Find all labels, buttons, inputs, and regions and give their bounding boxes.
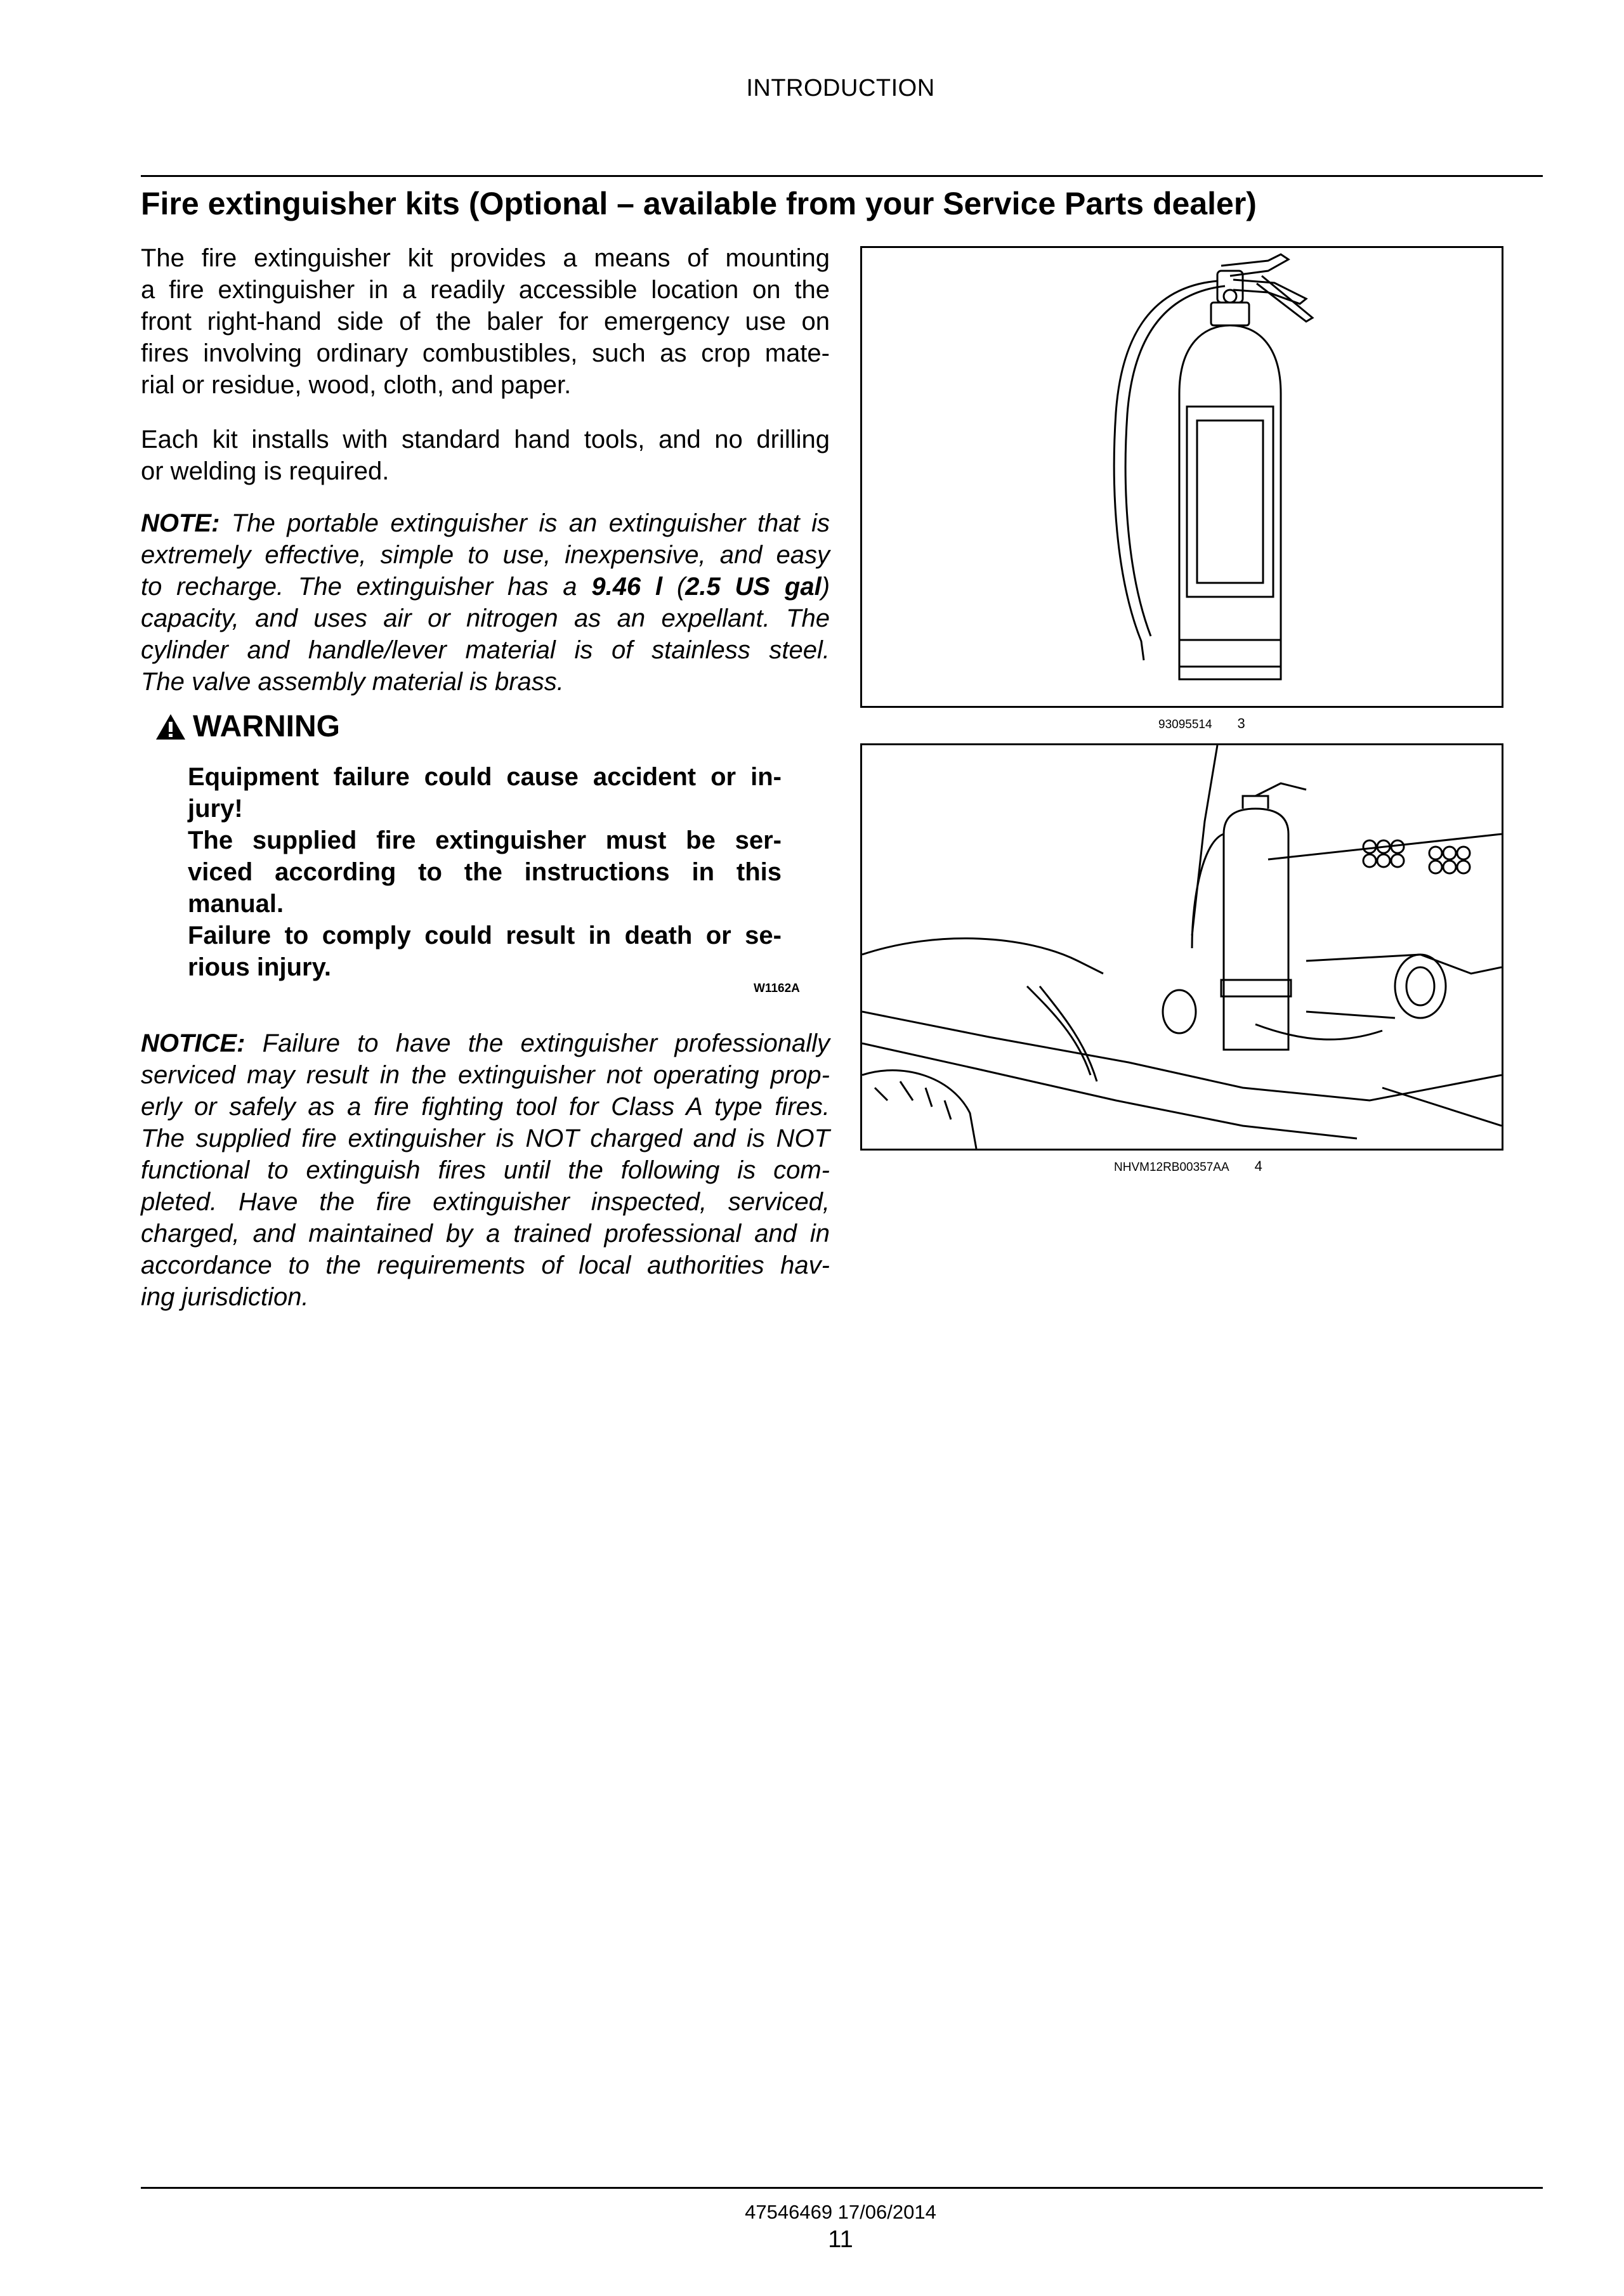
page-number: 11: [828, 2226, 853, 2253]
note-label: NOTE:: [141, 509, 220, 537]
text-line: charged, and maintained by a trained professional and in: [141, 1220, 830, 1248]
text-line: rious injury.: [188, 953, 331, 981]
warning-code: W1162A: [754, 982, 800, 995]
text-fragment: ): [821, 573, 830, 601]
text-fragment: (: [662, 573, 686, 601]
footer-rule: [141, 2187, 1543, 2189]
text-line: The fire extinguisher kit provides a means of mounting: [141, 244, 830, 272]
figure-code: 93095514: [1158, 718, 1212, 731]
text-line: Failure to comply could result in death or se-: [188, 922, 782, 949]
text-line: or welding is required.: [141, 457, 390, 485]
header-rule: [141, 175, 1543, 177]
text-line: to recharge. The extinguisher has a: [141, 573, 592, 601]
section-title: Fire extinguisher kits (Optional – available from your Service Parts dealer): [141, 186, 1257, 221]
text-line: Equipment failure could cause accident or in-: [188, 763, 782, 791]
text-line: fires involving ordinary combustibles, such as crop mate-: [141, 339, 830, 367]
tools-paragraph: [141, 424, 830, 487]
figure-4-caption: [1114, 1158, 1262, 1175]
running-header: INTRODUCTION: [746, 75, 935, 101]
text-line: front right-hand side of the baler for emergency use on: [141, 308, 830, 336]
footer-document-code: 47546469 17/06/2014: [745, 2201, 936, 2223]
figure-number: 3: [1237, 715, 1245, 731]
fire-extinguisher-illustration: [862, 248, 1502, 706]
text-line: ing jurisdiction.: [141, 1283, 309, 1311]
figure-fire-extinguisher: [860, 246, 1503, 708]
note-paragraph: [141, 507, 830, 698]
warning-text: [188, 761, 782, 983]
text-line: serviced may result in the extinguisher not operating prop-: [141, 1061, 830, 1089]
text-line: extremely effective, simple to use, inexpensive, and easy: [141, 541, 830, 569]
text-line: capacity, and uses air or nitrogen as an expellant. The: [141, 604, 830, 632]
text-line: accordance to the requirements of local authorities hav-: [141, 1251, 830, 1279]
text-line: pleted. Have the fire extinguisher inspected, serviced,: [141, 1188, 830, 1216]
text-line: rial or residue, wood, cloth, and paper.: [141, 371, 572, 399]
text-line: manual.: [188, 890, 284, 918]
text-line: The portable extinguisher is an extinguisher that is: [231, 509, 830, 537]
text-line: a fire extinguisher in a readily accessible location on the: [141, 276, 830, 304]
figure-code: NHVM12RB00357AA: [1114, 1161, 1229, 1174]
text-line: The supplied fire extinguisher is NOT charged and is NOT: [141, 1125, 830, 1152]
text-line: viced according to the instructions in this: [188, 858, 782, 886]
figure-3-caption: [1158, 715, 1245, 732]
baler-mount-illustration: [862, 745, 1502, 1149]
warning-triangle-icon: [155, 713, 187, 741]
warning-heading: [155, 709, 340, 744]
text-line: functional to extinguish fires until the following is com-: [141, 1156, 830, 1184]
text-line: jury!: [188, 795, 243, 823]
notice-label: NOTICE:: [141, 1029, 246, 1057]
notice-paragraph: [141, 1027, 830, 1313]
text-line: Failure to have the extinguisher professionally: [262, 1029, 830, 1057]
figure-number: 4: [1254, 1158, 1262, 1174]
text-line: The valve assembly material is brass.: [141, 668, 564, 696]
text-line: erly or safely as a fire fighting tool for Class A type fires.: [141, 1093, 830, 1121]
capacity-gallons: 2.5 US gal: [685, 573, 822, 601]
intro-paragraph: [141, 242, 830, 401]
figure-baler-mount: [860, 743, 1503, 1151]
text-line: cylinder and handle/lever material is of stainless steel.: [141, 636, 830, 664]
capacity-litres: 9.46 l: [591, 573, 663, 601]
text-line: Each kit installs with standard hand tools, and no drilling: [141, 426, 830, 453]
warning-title: WARNING: [193, 710, 340, 743]
text-line: The supplied fire extinguisher must be ser-: [188, 826, 782, 854]
